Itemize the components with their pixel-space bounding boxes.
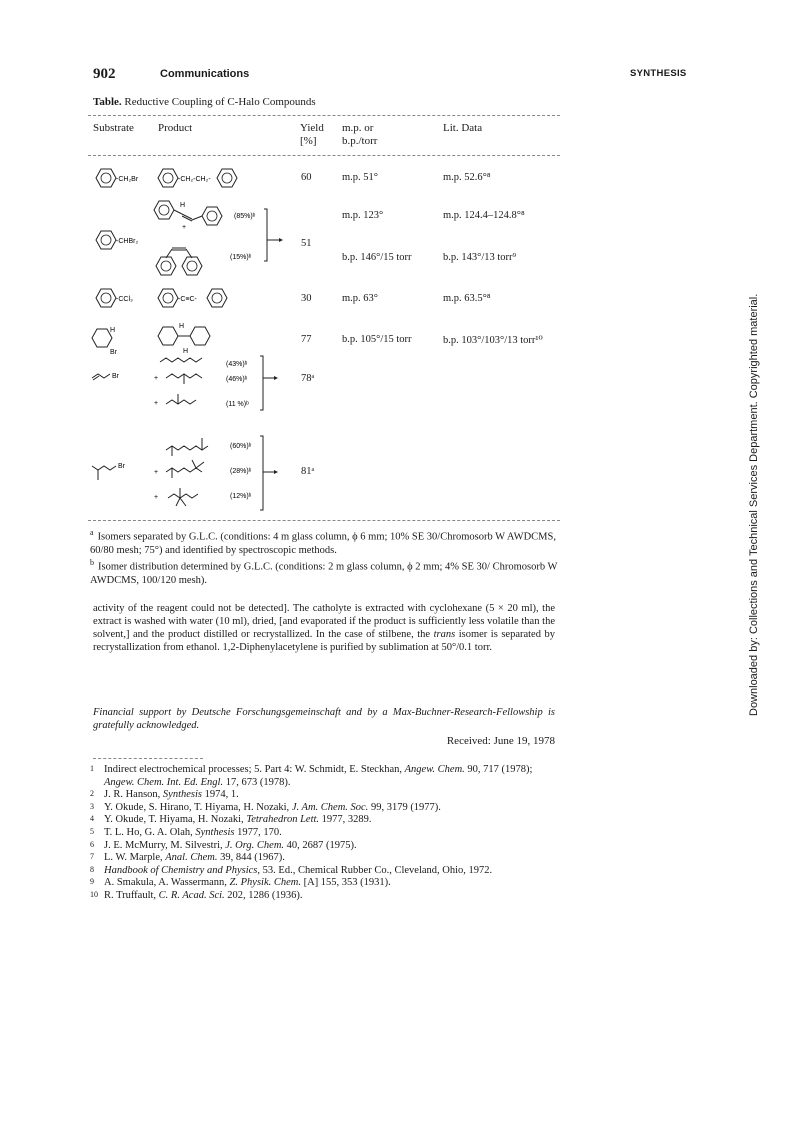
reference-journal: Anal. Chem.: [165, 852, 218, 864]
body-italic: trans: [433, 629, 456, 640]
structure-crotyl-bromide: [90, 368, 130, 386]
acknowledgement: Financial support by Deutsche Forschungsgemeinschaft and by a Max-Buchner-Research-Fellowship is gratefully acknowledged.: [93, 707, 555, 731]
structure-stilbene-isomers: [152, 198, 282, 278]
reference-text: A. Smakula, A. Wassermann,: [104, 877, 230, 889]
structure-diphenylacetylene: [154, 286, 244, 310]
yield-r2: 51: [301, 238, 312, 249]
reference-item: [90, 827, 560, 840]
reference-journal: Angew. Chem.: [404, 764, 465, 775]
reference-text: 1977, 3289.: [319, 814, 372, 826]
label-chbr2: -CHBr₂: [116, 238, 139, 245]
label-pct: (11 %)ᵇ: [226, 401, 249, 408]
reference-item: [90, 865, 560, 878]
reference-number: 1: [90, 764, 94, 773]
table-header-rule: [88, 155, 560, 156]
body-paragraph: [93, 602, 555, 654]
label-h: H: [110, 327, 116, 334]
reference-text: J. R. Hanson,: [104, 789, 163, 801]
col-lit: Lit. Data: [443, 122, 483, 134]
col-yield-1: Yield: [300, 122, 324, 134]
reference-text: Y. Okude, S. Hirano, T. Hiyama, H. Nozaki,: [104, 801, 292, 813]
reference-text: L. W. Marple,: [104, 852, 166, 864]
references-list: [90, 764, 560, 903]
reference-number: 2: [90, 789, 94, 799]
reference-text: 1977, 170.: [234, 826, 282, 838]
reference-journal: J. Org. Chem.: [225, 839, 285, 851]
label-pct: (60%)ᵇ: [230, 443, 252, 450]
structure-benzotrichloride: [90, 286, 140, 310]
label-plus: +: [154, 494, 159, 501]
reference-text: 202, 1286 (1936).: [224, 889, 303, 901]
mp-r4: b.p. 105°/15 torr: [342, 334, 412, 345]
lit-r2b: b.p. 143°/13 torr⁹: [443, 252, 517, 263]
reference-item: [90, 802, 560, 815]
reference-item: [90, 852, 560, 865]
label-plus: +: [182, 224, 187, 231]
col-mp-1: m.p. or: [342, 122, 374, 134]
label-pct: (12%)ᵇ: [230, 493, 252, 500]
body-text: isomer is separated by recrystallization from ethanol. 1,2-Diphenylacetylene is purified by sublimation at 50°/0.1 torr.: [93, 629, 555, 653]
reference-text: 40, 2687 (1975).: [284, 839, 357, 851]
journal-name: SYNTHESIS: [630, 68, 687, 79]
reference-text: 53. Ed., Chemical Rubber Co., Cleveland, Ohio, 1972.: [260, 864, 493, 876]
structure-octadienes: [152, 354, 292, 414]
yield-r5: 78ᵃ: [301, 373, 315, 384]
reference-journal: Handbook of Chemistry and Physics,: [104, 864, 261, 876]
footnote-a: [90, 526, 562, 557]
reference-journal: Synthesis: [195, 826, 235, 838]
label-h: H: [179, 323, 185, 330]
reference-journal: Z. Physik. Chem.: [229, 877, 301, 889]
table-caption-text: Reductive Coupling of C-Halo Compounds: [124, 96, 316, 108]
reference-text: 1974, 1.: [202, 789, 239, 801]
reference-journal: Synthesis: [162, 789, 202, 801]
label-br: Br: [118, 463, 125, 470]
col-yield: [300, 122, 324, 148]
reference-number: 5: [90, 826, 94, 836]
mp-r2b: b.p. 146°/15 torr: [342, 252, 412, 263]
yield-r6: 81ᵃ: [301, 466, 315, 477]
received-date: Received: June 19, 1978: [446, 735, 555, 747]
label-h: H: [183, 348, 189, 355]
reference-journal: J. Am. Chem. Soc.: [291, 801, 369, 813]
structure-bibenzyl: [154, 166, 244, 190]
reference-item: [90, 764, 560, 789]
footnote-text: Isomer distribution determined by G.L.C. (conditions: 2 m glass column, ϕ 2 mm; 4% SE 30/ Chromosorb W AWDCMS, 100/120 mesh).: [90, 561, 558, 586]
mp-r2a: m.p. 123°: [342, 210, 384, 221]
lit-r2a: m.p. 124.4–124.8°⁸: [443, 210, 525, 221]
download-notice: Downloaded by: Collections and Technical Services Department. Copyrighted material.: [748, 293, 760, 716]
label-plus: +: [154, 375, 159, 382]
reference-journal: Angew. Chem. Int. Ed. Engl.: [104, 776, 224, 788]
reference-number: 10: [90, 889, 98, 899]
col-mp: [342, 122, 377, 148]
footnote-mark: a: [90, 528, 94, 537]
label-ch2br: -CH₂Br: [116, 176, 139, 183]
footnote-mark: b: [90, 558, 94, 567]
col-yield-2: [%]: [300, 135, 317, 147]
reference-text: T. L. Ho, G. A. Olah,: [104, 826, 196, 838]
label-ccl3: -CCl₃: [116, 296, 133, 303]
lit-r1: m.p. 52.6°⁸: [443, 172, 491, 183]
structure-bicyclohexyl: [154, 322, 224, 354]
structure-cyclohexyl-bromide: [88, 324, 128, 356]
table-caption-label: Table.: [93, 96, 122, 108]
references-rule: [93, 758, 203, 759]
label-br: Br: [110, 349, 117, 356]
reference-item: [90, 789, 560, 802]
yield-r1: 60: [301, 172, 312, 183]
section-title: Communications: [160, 68, 250, 80]
structure-dimethyloctadienes: [152, 426, 292, 516]
label-pct: (28%)ᵇ: [230, 468, 252, 475]
lit-r4: b.p. 103°/103°/13 torr¹⁰: [443, 335, 543, 346]
label-h: H: [180, 202, 186, 209]
reference-number: 4: [90, 814, 94, 824]
reference-text: 39, 844 (1967).: [217, 852, 285, 864]
reference-item: [90, 840, 560, 853]
structure-benzyl-bromide: [90, 166, 140, 190]
label-plus: +: [154, 400, 159, 407]
reference-item: [90, 890, 560, 903]
page-number: 902: [93, 66, 116, 82]
label-pct: (43%)ᵇ: [226, 361, 248, 368]
col-substrate: Substrate: [93, 122, 134, 134]
reference-text: 90, 717 (1978);: [464, 764, 533, 775]
reference-text: [A] 155, 353 (1931).: [300, 877, 391, 889]
lit-r3: m.p. 63.5°⁸: [443, 293, 491, 304]
mp-r3: m.p. 63°: [342, 293, 378, 304]
col-product: Product: [158, 122, 193, 134]
reference-text: R. Truffault,: [104, 889, 159, 901]
label-iso-a: (85%)ᵇ: [234, 213, 256, 220]
label-iso-b: (15%)ᵇ: [230, 254, 252, 261]
label-pct: (46%)ᵇ: [226, 376, 248, 383]
body-text: activity of the reagent could not be detected]. The catholyte is extracted with cyclohexane (5 × 20 ml), the extract is washed with water (10 ml), dried, [and evaporated if the product is sufficiently less volatile than the solvent,] and the product distilled or recrystallized. In the case of stilbene, the: [93, 603, 555, 640]
footnote-text: Isomers separated by G.L.C. (conditions: 4 m glass column, ϕ 6 mm; 10% SE 30/Chromosorb W AWDCMS, 60/80 mesh; 75°) and identified by spectroscopic methods.: [90, 531, 556, 556]
reference-text: J. E. McMurry, M. Silvestri,: [104, 839, 226, 851]
reference-number: 6: [90, 839, 94, 849]
structure-benzal-bromide: [90, 228, 140, 252]
reference-text: 17, 673 (1978).: [223, 776, 291, 788]
label-ch2ch2: -CH₂-CH₂-: [178, 176, 211, 183]
table-caption: [93, 96, 316, 108]
table-bottom-rule: [88, 520, 560, 521]
yield-r3: 30: [301, 293, 312, 304]
mp-r1: m.p. 51°: [342, 172, 378, 183]
table-top-rule: [88, 115, 560, 116]
yield-r4: 77: [301, 334, 312, 345]
reference-item: [90, 877, 560, 890]
reference-text: Indirect electrochemical processes; 5. Part 4: W. Schmidt, E. Steckhan,: [104, 764, 405, 775]
reference-text: Y. Okude, T. Hiyama, H. Nozaki,: [104, 814, 247, 826]
label-ccc: -C≡C-: [178, 296, 197, 303]
reference-number: 8: [90, 864, 94, 874]
reference-number: 3: [90, 801, 94, 811]
footnote-b: [90, 556, 562, 587]
reference-journal: C. R. Acad. Sci.: [158, 889, 225, 901]
reference-number: 9: [90, 877, 94, 887]
structure-prenyl-bromide: [90, 458, 136, 482]
reference-number: 7: [90, 852, 94, 862]
reference-text: 99, 3179 (1977).: [368, 801, 441, 813]
label-plus: +: [154, 469, 159, 476]
col-mp-2: b.p./torr: [342, 135, 378, 147]
label-br: Br: [112, 373, 119, 380]
reference-journal: Tetrahedron Lett.: [246, 814, 320, 826]
reference-item: [90, 814, 560, 827]
